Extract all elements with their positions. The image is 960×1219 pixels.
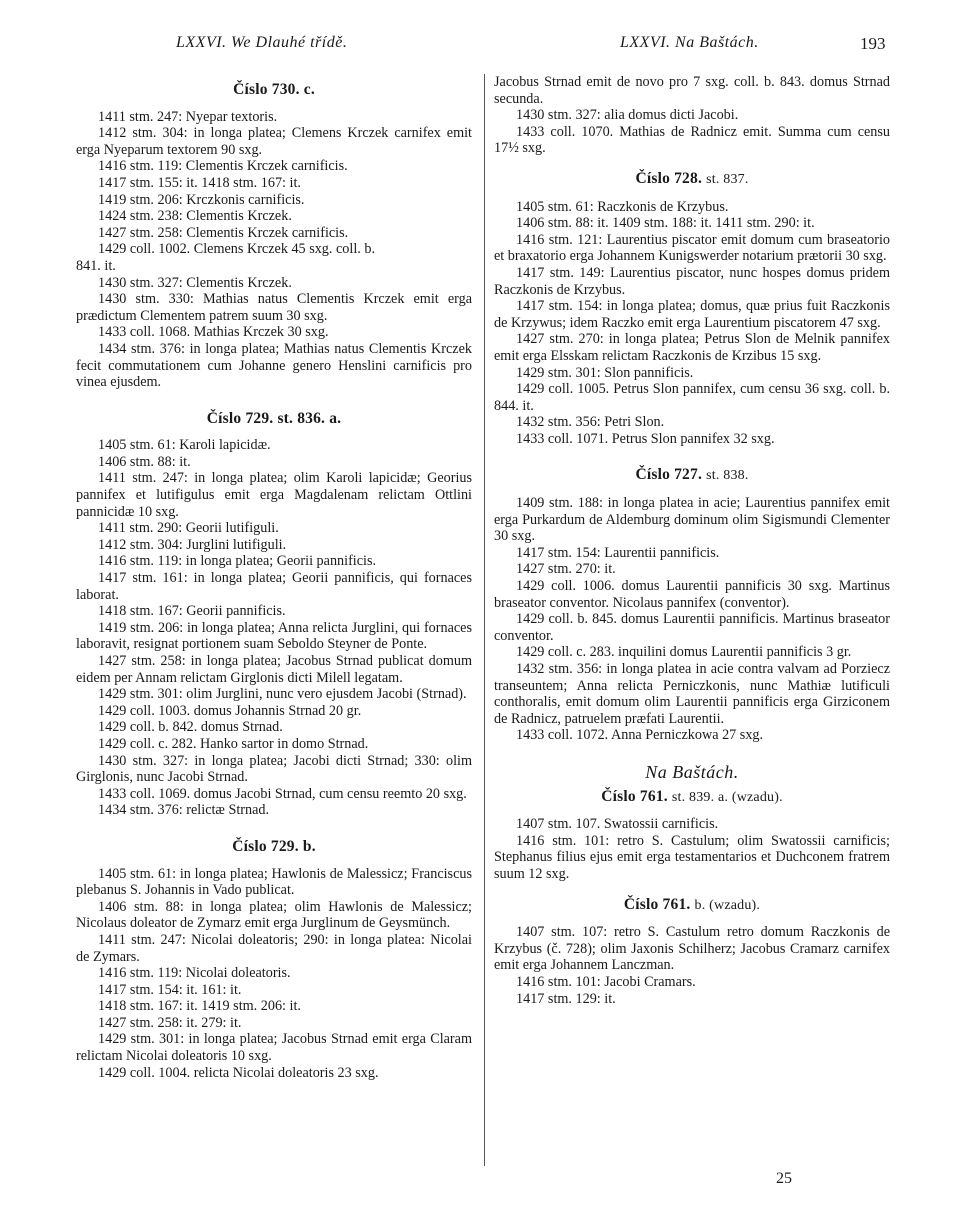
entry: 1432 stm. 356: Petri Slon. <box>516 414 665 431</box>
entry: 1430 stm. 327: in longa platea; Jacobi dicti Strnad; 330: olim Girglonis, nunc Jacobi Strnad. <box>76 752 472 786</box>
entry: 1407 stm. 107. Swatossii carnificis. <box>516 816 719 833</box>
entry: 1424 stm. 238: Clementis Krczek. <box>98 208 292 225</box>
entry: Jacobus Strnad emit de novo pro 7 sxg. coll. b. 843. domus Strnad secunda. <box>494 74 890 107</box>
entry: 1416 stm. 119: in longa platea; Georii pannificis. <box>98 553 377 570</box>
entry: 1417 stm. 154: it. 161: it. <box>98 981 242 998</box>
section-title: Číslo 730. c. <box>233 81 315 98</box>
entry: 1429 coll. 1006. domus Laurentii pannificis 30 sxg. Martinus braseator conventor. Nicolaus pannifex (conventor). <box>494 578 890 611</box>
entry: 1417 stm. 154: in longa platea; domus, quæ prius fuit Raczkonis de Krzywus; idem Raczko emit erga Laurentium piscatorem 47 sxg. <box>494 298 890 331</box>
entry: 1433 coll. 1069. domus Jacobi Strnad, cum censu reemto 20 sxg. <box>98 785 467 802</box>
street-heading: Na Baštách. <box>645 761 739 782</box>
section-sub: st. 838. <box>706 468 749 484</box>
entry: 1418 stm. 167: it. 1419 stm. 206: it. <box>98 998 301 1015</box>
entry: 1416 stm. 119: Nicolai doleatoris. <box>98 965 291 982</box>
section-title <box>494 789 890 807</box>
entry: 1405 stm. 61: in longa platea; Hawlonis de Malessicz; Franciscus plebanus S. Johannis in Vado publicat. <box>76 865 472 899</box>
entry: 1430 stm. 327: alia domus dicti Jacobi. <box>516 107 739 124</box>
entry: 1430 stm. 330: Mathias natus Clementis Krczek emit erga prædictum Clementem patrem suum 30 sxg. <box>76 291 472 324</box>
entry: 1429 coll. b. 842. domus Strnad. <box>98 719 283 736</box>
entry: 1433 coll. 1070. Mathias de Radnicz emit. Summa cum censu 17½ sxg. <box>494 123 890 157</box>
section-761b <box>494 897 890 1008</box>
section-sub: b. (wzadu). <box>694 897 761 913</box>
entry: 1429 coll. 1005. Petrus Slon pannifex, cum censu 36 sxg. coll. b. 844. it. <box>494 381 890 414</box>
section-number: Číslo 728. <box>635 169 703 187</box>
entry: 1411 stm. 247: in longa platea; olim Karoli lapicidæ; Georius pannifex et lutifigulus emit erga Magdalenam relictam Ottlini pannicidæ 10 sxg. <box>76 470 472 520</box>
entry: 1434 stm. 376: in longa platea; Mathias natus Clementis Krczek fecit commutationem cum Johanne genero Henslini carnificis pro vinea ejusdem. <box>76 340 472 391</box>
section-sub: st. 837. <box>706 171 749 187</box>
entry: 1434 stm. 376: relictæ Strnad. <box>98 802 270 819</box>
entry: 1429 coll. c. 282. Hanko sartor in domo Strnad. <box>98 735 369 752</box>
section-761a <box>494 789 890 883</box>
entry: 1418 stm. 167: Georii pannificis. <box>98 603 286 620</box>
right-column <box>494 74 890 1027</box>
entry: 1416 stm. 119: Clementis Krczek carnificis. <box>98 158 348 175</box>
section-title: Číslo 729. b. <box>232 837 316 855</box>
section-title <box>494 467 890 485</box>
running-head-center: LXXVI. Na Baštách. <box>620 34 759 51</box>
entry: 1427 stm. 258: in longa platea; Jacobus Strnad publicat domum eidem per Annam relictam Girglonis dicti Milell legatam. <box>76 653 472 686</box>
section-sub: st. 839. a. (wzadu). <box>671 789 783 805</box>
entry: 1417 stm. 154: Laurentii pannificis. <box>516 544 720 561</box>
entry: 1427 stm. 270: it. <box>516 561 616 578</box>
section-728 <box>494 171 890 448</box>
entry: 841. it. <box>76 257 116 274</box>
entry: 1406 stm. 88: it. 1409 stm. 188: it. 1411 stm. 290: it. <box>516 215 815 232</box>
entry: 1407 stm. 107: retro S. Castulum retro domum Raczkonis de Krzybus (č. 728); olim Jaxonis Schilherz; Jacobus Cramarz carnifex emit erga Johannem Lanczman. <box>494 924 890 974</box>
entry: 1417 stm. 161: in longa platea; Georii pannificis, qui fornaces laborat. <box>76 570 472 603</box>
entry: 1433 coll. 1072. Anna Perniczkowa 27 sxg. <box>516 727 764 744</box>
entry: 1427 stm. 270: in longa platea; Petrus Slon de Melnik pannifex emit erga Elsskam relictam Raczkonis de Krzibus 15 sxg. <box>494 331 890 364</box>
section-title <box>494 171 890 189</box>
entry: 1419 stm. 206: Krczkonis carnificis. <box>98 191 305 208</box>
section-730c <box>76 82 472 391</box>
entry: 1416 stm. 121: Laurentius piscator emit domum cum braseatorio et braxatorio erga Johannem Kunigswerder notarium prætorii 30 sxg. <box>494 231 890 265</box>
entry: 1433 coll. 1068. Mathias Krczek 30 sxg. <box>98 324 329 341</box>
entry: 1412 stm. 304: in longa platea; Clemens Krczek carnifex emit erga Nyeparum textorem 90 sxg. <box>76 125 472 158</box>
entry: 1416 stm. 101: retro S. Castulum; olim Swatossii carnificis; Stephanus filius ejus emit erga testamentarios et Duchconem fratrem suum 12 sxg. <box>494 832 890 882</box>
entry: 1417 stm. 155: it. 1418 stm. 167: it. <box>98 174 301 191</box>
entry: 1412 stm. 304: Jurglini lutifiguli. <box>98 536 287 553</box>
entry: 1433 coll. 1071. Petrus Slon pannifex 32 sxg. <box>516 430 775 447</box>
entry: 1406 stm. 88: in longa platea; olim Hawlonis de Malessicz; Nicolaus doleator de Zymarz emit erga Jurglinum de Geysmünch. <box>76 898 472 932</box>
section-number: Číslo 727. <box>635 466 703 484</box>
entry: 1427 stm. 258: it. 279: it. <box>98 1014 242 1031</box>
left-column <box>76 74 472 1101</box>
entry: 1419 stm. 206: in longa platea; Anna relicta Jurglini, qui fornaces laboravit, resignat portionem suam Seboldo Steyner de Ponte. <box>76 619 472 653</box>
running-head <box>0 34 960 58</box>
entry: 1417 stm. 129: it. <box>516 990 616 1007</box>
section-729b <box>76 839 472 1081</box>
entry: 1406 stm. 88: it. <box>98 453 191 470</box>
section-number: Číslo 761. <box>623 895 691 913</box>
entry: 1429 stm. 301: olim Jurglini, nunc vero ejusdem Jacobi (Strnad). <box>98 686 467 703</box>
entry: 1409 stm. 188: in longa platea in acie; Laurentius pannifex emit erga Purkardum de Aldemburg dominum olim Sigismundi Clementer 30 sxg. <box>494 495 890 545</box>
entry: 1429 stm. 301: in longa platea; Jacobus Strnad emit erga Claram relictam Nicolai doleatoris 10 sxg. <box>76 1031 472 1065</box>
section-727 <box>494 467 890 744</box>
section-title <box>494 897 890 915</box>
entry: 1429 coll. 1003. domus Johannis Strnad 20 gr. <box>98 702 362 719</box>
running-head-left: LXXVI. We Dlauhé třídě. <box>176 34 348 51</box>
section-729a <box>76 411 472 819</box>
entry: 1429 coll. 1002. Clemens Krczek 45 sxg. coll. b. <box>98 241 376 258</box>
entry: 1416 stm. 101: Jacobi Cramars. <box>516 973 696 990</box>
entry: 1430 stm. 327: Clementis Krczek. <box>98 274 292 291</box>
entry: 1429 coll. 1004. relicta Nicolai doleatoris 23 sxg. <box>98 1064 379 1081</box>
entry: 1411 stm. 247: Nicolai doleatoris; 290: in longa platea: Nicolai de Zymars. <box>76 931 472 965</box>
entry: 1411 stm. 290: Georii lutifiguli. <box>98 520 279 537</box>
section-number: Číslo 761. <box>601 787 668 805</box>
entry: 1405 stm. 61: Raczkonis de Krzybus. <box>516 198 729 215</box>
entry: 1411 stm. 247: Nyepar textoris. <box>98 108 278 125</box>
entry: 1432 stm. 356: in longa platea in acie contra valvam ad Porziecz transeuntem; Anna relicta Perniczkonis, nunc Mathiæ lutificuli conthoralis, emit domum olim Laurentii pannificis erga Girziconem de Radnicz, patruelem præfati Laurentii. <box>494 661 890 727</box>
entry: 1429 coll. b. 845. domus Laurentii pannificis. Martinus braseator conventor. <box>494 611 890 644</box>
signature-mark: 25 <box>776 1170 792 1187</box>
entry: 1429 coll. c. 283. inquilini domus Laurentii pannificis 3 gr. <box>516 644 852 661</box>
continuation-729b <box>494 74 890 157</box>
section-title: Číslo 729. st. 836. a. <box>206 409 342 427</box>
page-number: 193 <box>860 34 886 53</box>
entry: 1427 stm. 258: Clementis Krczek carnificis. <box>98 224 349 241</box>
entry: 1405 stm. 61: Karoli lapicidæ. <box>98 437 271 454</box>
entry: 1417 stm. 149: Laurentius piscator, nunc hospes domus pridem Raczkonis de Krzybus. <box>494 264 890 298</box>
entry: 1429 stm. 301: Slon pannificis. <box>516 364 694 381</box>
column-divider <box>484 74 485 1166</box>
